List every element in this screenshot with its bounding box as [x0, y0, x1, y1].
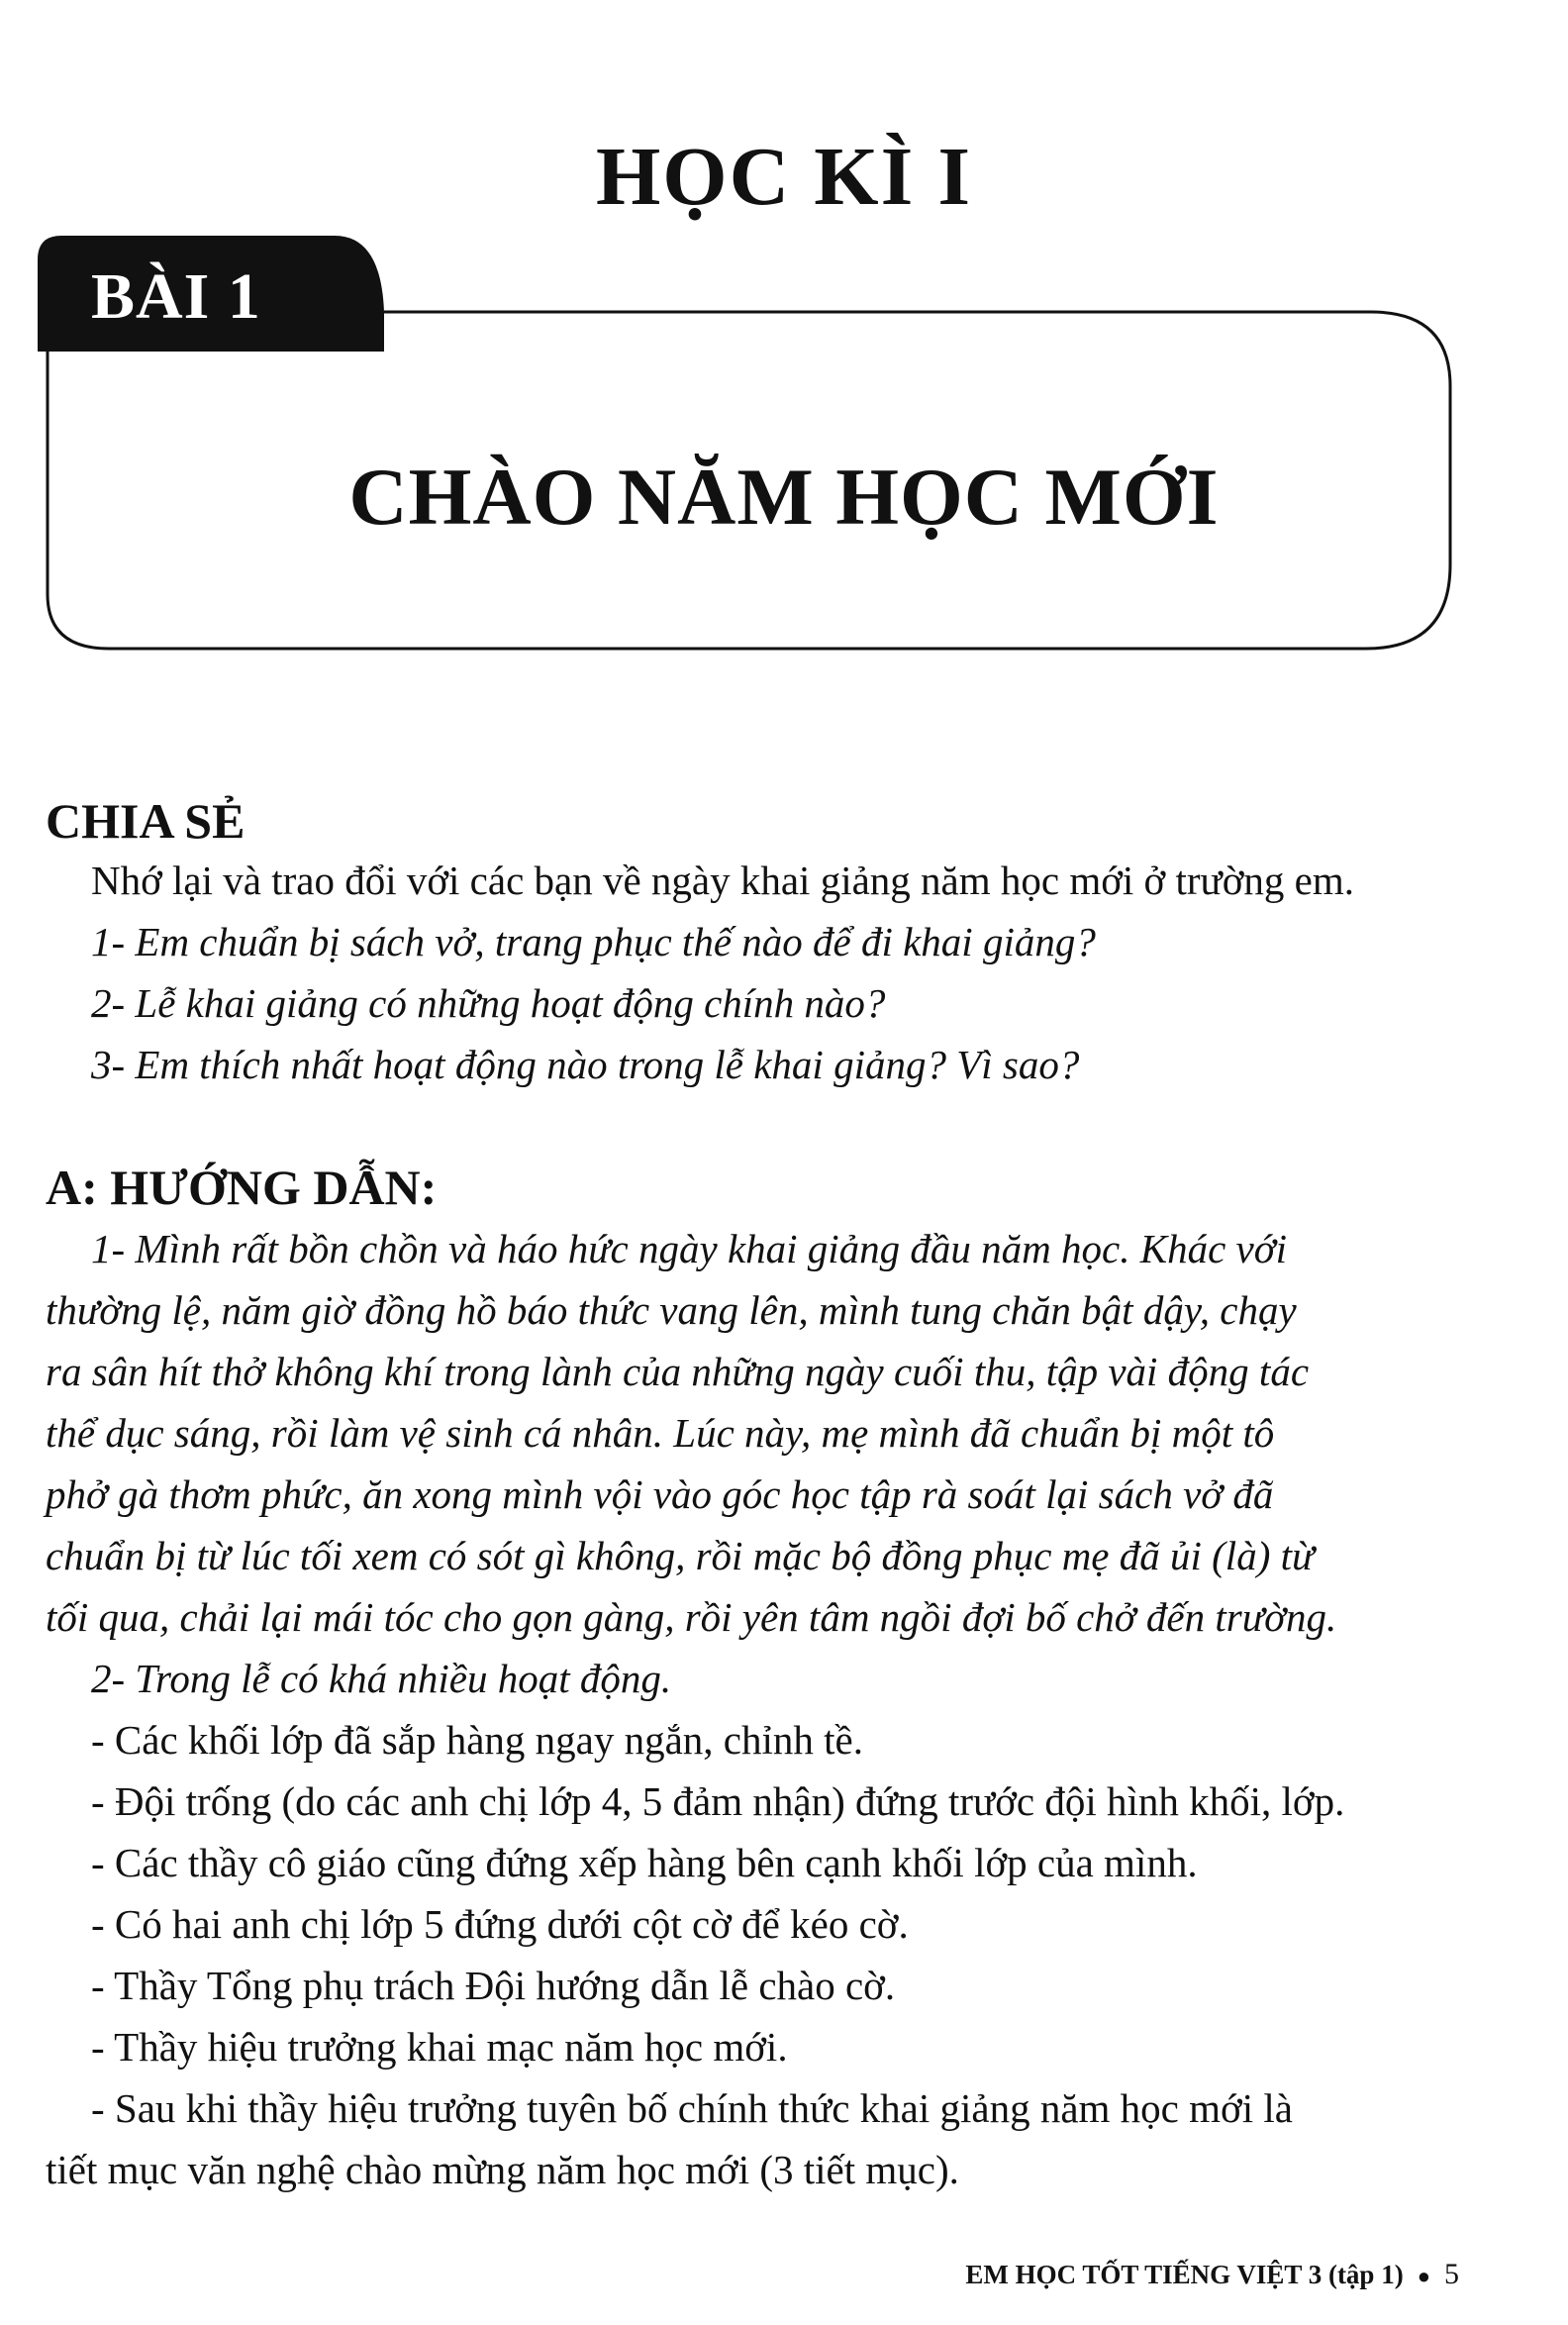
activity-item: - Sau khi thầy hiệu trưởng tuyên bố chính thức khai giảng năm học mới là	[91, 2085, 1293, 2131]
answer1-line: 1- Mình rất bồn chồn và háo hức ngày khai giảng đầu năm học. Khác với	[91, 1226, 1287, 1271]
share-question-3: 3- Em thích nhất hoạt động nào trong lễ khai giảng? Vì sao?	[91, 1042, 1080, 1087]
activity-item: - Đội trống (do các anh chị lớp 4, 5 đảm nhận) đứng trước đội hình khối, lớp.	[91, 1778, 1345, 1824]
answer1-line: ra sân hít thở không khí trong lành của những ngày cuối thu, tập vài động tác	[46, 1349, 1310, 1394]
answer1-line: thường lệ, năm giờ đồng hồ báo thức vang lên, mình tung chăn bật dậy, chạy	[46, 1287, 1297, 1333]
share-question-1: 1- Em chuẩn bị sách vở, trang phục thế nào để đi khai giảng?	[91, 919, 1096, 964]
page-number: 5	[1444, 2258, 1459, 2290]
answer1-line: tối qua, chải lại mái tóc cho gọn gàng, rồi yên tâm ngồi đợi bố chở đến trường.	[46, 1594, 1337, 1640]
share-heading: CHIA SẺ	[46, 793, 245, 849]
answer1-line: chuẩn bị từ lúc tối xem có sót gì không, rồi mặc bộ đồng phục mẹ đã ủi (là) từ	[46, 1533, 1315, 1578]
lesson-title: CHÀO NĂM HỌC MỚI	[348, 452, 1220, 542]
guide-heading: A: HƯỚNG DẪN:	[46, 1160, 438, 1215]
answer1-line: phở gà thơm phức, ăn xong mình vội vào góc học tập rà soát lại sách vở đã	[46, 1471, 1274, 1517]
page-footer	[965, 2258, 1459, 2291]
activity-item: - Các thầy cô giáo cũng đứng xếp hàng bên cạnh khối lớp của mình.	[91, 1840, 1198, 1885]
share-question-2: 2- Lễ khai giảng có những hoạt động chính nào?	[91, 980, 886, 1026]
semester-title: HỌC KÌ I	[595, 131, 973, 223]
activity-item: - Thầy Tổng phụ trách Đội hướng dẫn lễ chào cờ.	[91, 1963, 896, 2008]
activity-item: - Thầy hiệu trưởng khai mạc năm học mới.	[91, 2024, 788, 2070]
activity-item: - Các khối lớp đã sắp hàng ngay ngắn, chỉnh tề.	[91, 1717, 863, 1763]
answer1-line: thể dục sáng, rồi làm vệ sinh cá nhân. Lúc này, mẹ mình đã chuẩn bị một tô	[46, 1410, 1275, 1456]
bullet-separator: ●	[1417, 2264, 1430, 2288]
book-title: EM HỌC TỐT TIẾNG VIỆT 3 (tập 1)	[965, 2260, 1404, 2289]
share-intro: Nhớ lại và trao đổi với các bạn về ngày khai giảng năm học mới ở trường em.	[91, 858, 1355, 903]
activity-item: - Có hai anh chị lớp 5 đứng dưới cột cờ để kéo cờ.	[91, 1901, 909, 1947]
activity-item: tiết mục văn nghệ chào mừng năm học mới (3 tiết mục).	[46, 2147, 959, 2192]
lesson-frame	[0, 0, 1568, 693]
lesson-number-label: BÀI 1	[91, 260, 261, 333]
answer2-intro: 2- Trong lễ có khá nhiều hoạt động.	[91, 1656, 672, 1701]
